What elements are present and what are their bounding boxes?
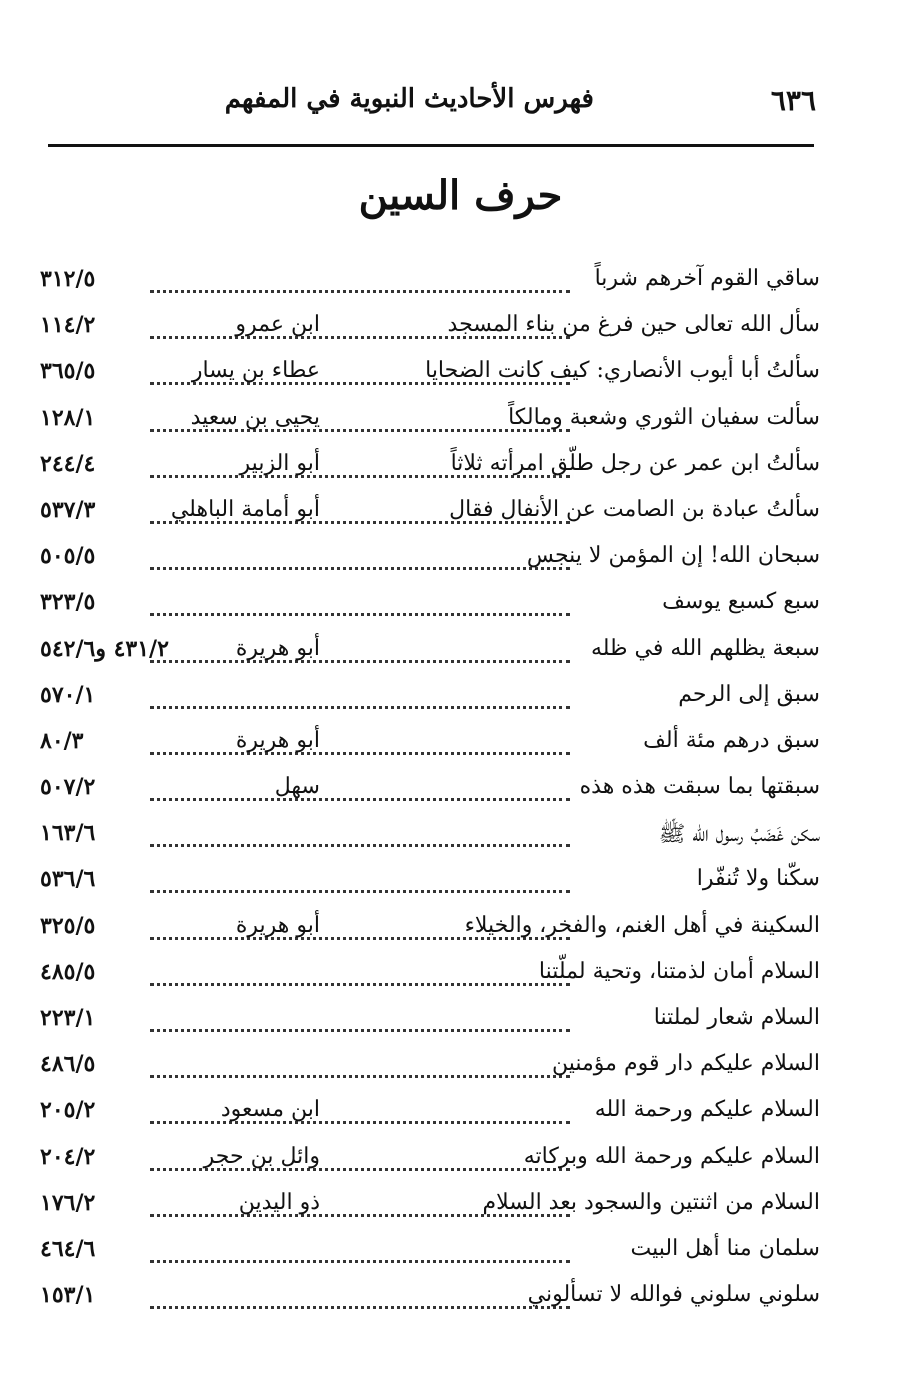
index-entry [40, 1186, 820, 1232]
index-entry [40, 955, 820, 1001]
volume-page-reference: ٨٠/٣ [40, 727, 84, 754]
dot-leader [150, 1029, 570, 1032]
index-entry [40, 1001, 820, 1047]
narrator: وائل بن حجر [203, 1143, 320, 1169]
volume-page-reference: ٢٠٤/٢ [40, 1143, 96, 1170]
dot-leader [150, 706, 570, 709]
volume-page-reference: ٤٣١/٢ و٥٤٢/٦ [40, 635, 169, 662]
narrator: يحيى بن سعيد [190, 404, 320, 430]
index-entry [40, 770, 820, 816]
page-number: ٦٣٦ [770, 84, 816, 117]
dot-leader [150, 798, 570, 801]
hadith-text: سلوني سلوني فوالله لا تسألوني [527, 1282, 820, 1308]
dot-leader [150, 1260, 570, 1263]
narrator: ابن عمرو [235, 312, 320, 338]
volume-page-reference: ٣٢٥/٥ [40, 912, 96, 939]
index-entry [40, 678, 820, 724]
volume-page-reference: ٤٨٥/٥ [40, 958, 96, 985]
volume-page-reference: ١٦٣/٦ [40, 820, 96, 847]
volume-page-reference: ٥٠٥/٥ [40, 543, 96, 570]
volume-page-reference: ١٢٨/١ [40, 404, 96, 431]
hadith-text: سبحان الله! إن المؤمن لا ينجس [526, 543, 820, 569]
index-entry [40, 1093, 820, 1139]
narrator: أبو هريرة [235, 727, 320, 753]
hadith-text: سألتُ عبادة بن الصامت عن الأنفال فقال [449, 496, 820, 522]
narrator: أبو هريرة [235, 912, 320, 938]
dot-leader [150, 290, 570, 293]
narrator: سهل [274, 774, 320, 800]
hadith-text: السلام عليكم ورحمة الله وبركاته [523, 1143, 820, 1169]
volume-page-reference: ٤٦٤/٦ [40, 1235, 96, 1262]
volume-page-reference: ٣٦٥/٥ [40, 358, 96, 385]
index-entry [40, 1140, 820, 1186]
dot-leader [150, 660, 570, 663]
index-entry [40, 1278, 820, 1324]
hadith-text: السلام عليكم ورحمة الله [594, 1097, 820, 1123]
narrator: عطاء بن يسار [191, 358, 320, 384]
index-entry [40, 909, 820, 955]
index-entry [40, 1232, 820, 1278]
index-entry [40, 539, 820, 585]
volume-page-reference: ٥٧٠/١ [40, 681, 96, 708]
running-title: فهرس الأحاديث النبوية في المفهم [224, 84, 594, 114]
index-entry [40, 724, 820, 770]
hadith-text: سكّنا ولا تُنفّرا [696, 866, 820, 892]
hadith-text: سلمان منا أهل البيت [630, 1235, 820, 1261]
dot-leader [150, 1306, 570, 1309]
index-entry [40, 447, 820, 493]
volume-page-reference: ٤٨٦/٥ [40, 1051, 96, 1078]
volume-page-reference: ١٧٦/٢ [40, 1189, 96, 1216]
hadith-text: سبقتها بما سبقت هذه هذه [579, 774, 820, 800]
volume-page-reference: ١١٤/٢ [40, 312, 96, 339]
narrator: أبو الزبير [239, 450, 320, 476]
hadith-text: السكينة في أهل الغنم، والفخر، والخيلاء [464, 912, 820, 938]
hadith-text: ساقي القوم آخرهم شرباً [594, 266, 820, 291]
volume-page-reference: ٢٢٣/١ [40, 1005, 96, 1031]
volume-page-reference: ٥٣٧/٣ [40, 496, 96, 523]
volume-page-reference: ٥٠٧/٢ [40, 774, 96, 801]
header-rule [48, 144, 814, 147]
index-entry [40, 401, 820, 447]
dot-leader [150, 890, 570, 893]
hadith-text: سبع كسبع يوسف [662, 589, 820, 615]
narrator: أبو أمامة الباهلي [170, 496, 320, 522]
hadith-text: سألت سفيان الثوري وشعبة ومالكاً [508, 404, 820, 430]
hadith-text: سأل الله تعالى حين فرغ من بناء المسجد [447, 312, 820, 338]
index-entry [40, 816, 820, 862]
dot-leader [150, 752, 570, 755]
dot-leader [150, 983, 570, 986]
hadith-text: السلام من اثنتين والسجود بعد السلام [482, 1189, 820, 1215]
hadith-text: سألتُ ابن عمر عن رجل طلّق امرأته ثلاثاً [450, 450, 820, 476]
dot-leader [150, 1121, 570, 1124]
hadith-text: السلام عليكم دار قوم مؤمنين [552, 1051, 820, 1077]
volume-page-reference: ٥٣٦/٦ [40, 866, 96, 893]
volume-page-reference: ٣١٢/٥ [40, 266, 96, 292]
dot-leader [150, 567, 570, 570]
volume-page-reference: ٢٤٤/٤ [40, 450, 96, 477]
index-entry [40, 262, 820, 308]
dot-leader [150, 1075, 570, 1078]
dot-leader [150, 844, 570, 847]
index-entry [40, 493, 820, 539]
index-entry [40, 354, 820, 400]
index-entry [40, 1047, 820, 1093]
narrator: ذو اليدين [238, 1189, 320, 1215]
index-entry [40, 308, 820, 354]
index-entry [40, 632, 820, 678]
volume-page-reference: ٣٢٣/٥ [40, 589, 96, 616]
narrator: أبو هريرة [235, 635, 320, 661]
running-header [48, 78, 816, 126]
section-title: حرف السين [358, 172, 563, 219]
dot-leader [150, 613, 570, 616]
narrator: ابن مسعود [220, 1097, 320, 1123]
hadith-text: سبعة يظلهم الله في ظله [590, 635, 820, 661]
hadith-text: سكن غَضَبُ رسول الله ﷺ [658, 822, 820, 848]
hadith-text: السلام شعار لملتنا [653, 1005, 820, 1030]
hadith-text: سألتُ أبا أيوب الأنصاري: كيف كانت الضحايا [425, 358, 820, 384]
hadith-text: سبق إلى الرحم [678, 681, 820, 707]
volume-page-reference: ١٥٣/١ [40, 1282, 96, 1309]
index-entry [40, 585, 820, 631]
hadith-index-list [40, 262, 820, 1324]
hadith-text: السلام أمان لذمتنا، وتحية لملّتنا [538, 958, 820, 984]
volume-page-reference: ٢٠٥/٢ [40, 1097, 96, 1124]
index-entry [40, 862, 820, 908]
hadith-text: سبق درهم مئة ألف [643, 727, 820, 753]
